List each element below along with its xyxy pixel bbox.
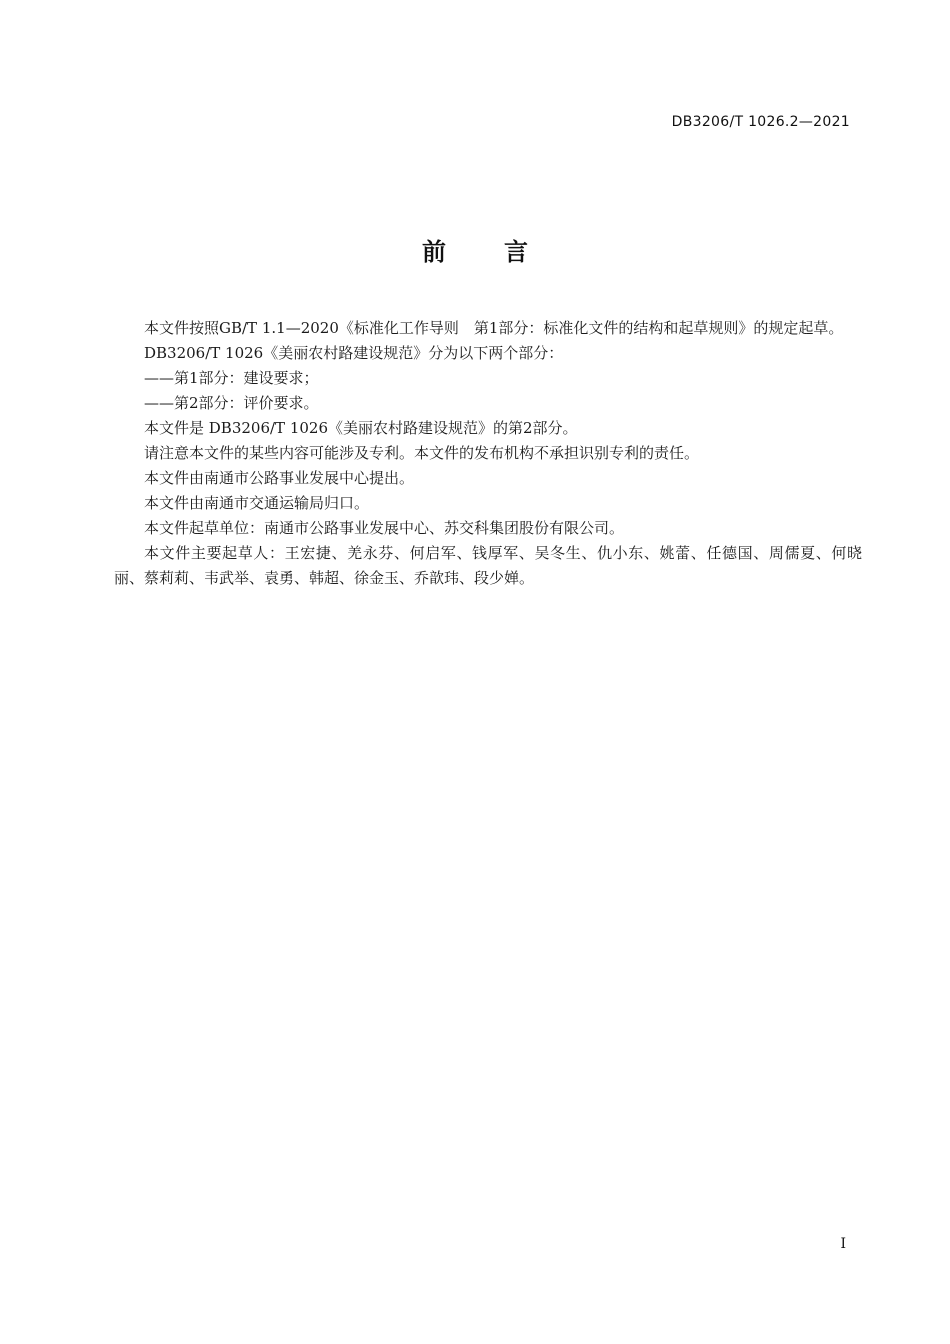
document-code: DB3206/T 1026.2—2021 (671, 114, 850, 130)
page-number: I (840, 1236, 846, 1252)
paragraph-proposed-by: 本文件由南通市公路事业发展中心提出。 (144, 469, 415, 487)
foreword-body (114, 316, 862, 591)
paragraph-parts-intro: DB3206/T 1026《美丽农村路建设规范》分为以下两个部分： (144, 344, 564, 362)
paragraph-drafters: 本文件主要起草人：王宏捷、羌永芬、何启军、钱厚军、吴冬生、仇小东、姚蕾、任德国、周儒夏、何晓丽、蔡莉莉、韦武举、袁勇、韩超、徐金玉、乔歆玮、段少婵。 (114, 544, 862, 587)
paragraph-drafting-units: 本文件起草单位：南通市公路事业发展中心、苏交科集团股份有限公司。 (144, 519, 625, 537)
paragraph-part-2: ——第2部分：评价要求。 (144, 394, 319, 412)
paragraph-managed-by: 本文件由南通市交通运输局归口。 (144, 494, 370, 512)
paragraph-patent-notice: 请注意本文件的某些内容可能涉及专利。本文件的发布机构不承担识别专利的责任。 (144, 444, 700, 462)
page-title: 前言 (422, 238, 586, 266)
paragraph-drafting-basis: 本文件按照GB/T 1.1—2020《标准化工作导则 第1部分：标准化文件的结构和起草规则》的规定起草。 (144, 319, 844, 337)
paragraph-part-1: ——第1部分：建设要求； (144, 369, 319, 387)
paragraph-this-part: 本文件是 DB3206/T 1026《美丽农村路建设规范》的第2部分。 (144, 419, 578, 437)
